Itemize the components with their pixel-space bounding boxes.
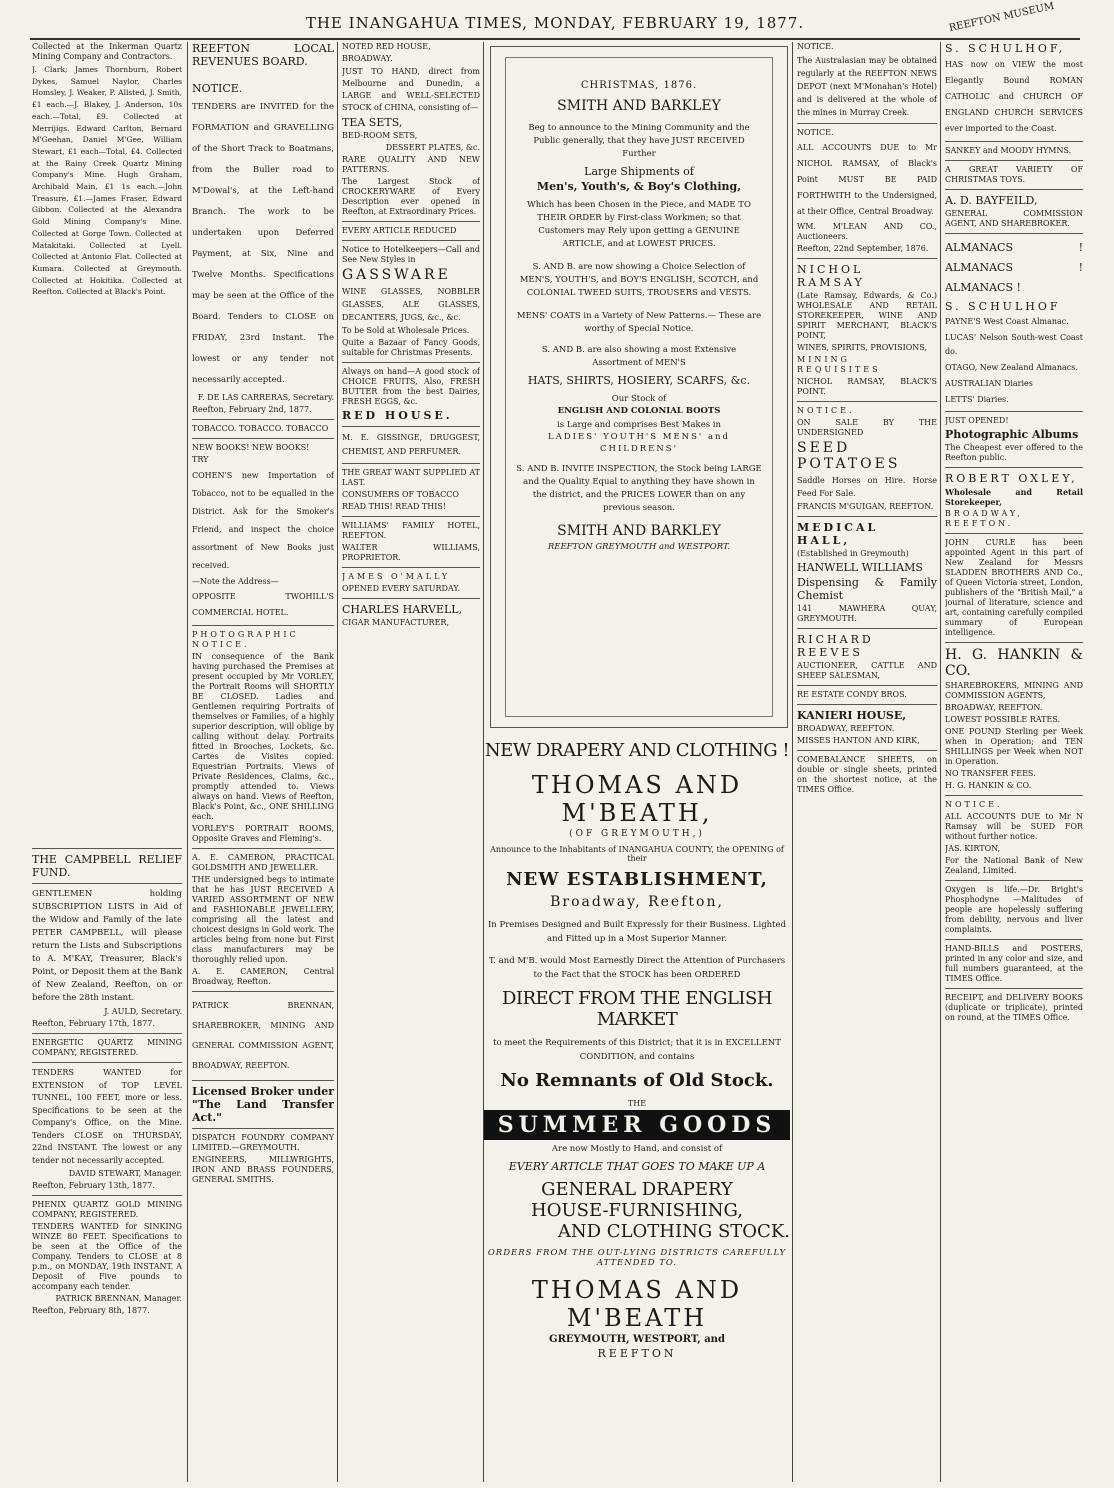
smith-barkley-towns: REEFTON GREYMOUTH and WESTPORT. [547,542,731,552]
house-furnishing: HOUSE-FURNISHING, [531,1200,743,1221]
australasian-notice: The Australasian may be obtained regularly at the REEFTON NEWS DEPOT (next M'Monahan's Hotel) and is delivered at the whole of the mines in Murray Creek. [797,56,937,117]
meet-requirements: to meet the Requirements of this District; that it is in EXCELLENT CONDITION, and contains [493,1038,781,1062]
no-transfer: NO TRANSFER FEES. [945,769,1036,778]
try-label: TRY [192,455,209,464]
tobacco-consumers: CONSUMERS OF TOBACCO [342,490,459,499]
hanwell-williams: HANWELL WILLIAMS [797,561,923,574]
handbills-notice: HAND-BILLS and POSTERS, printed in any color and size, and full numbers guaranteed, at the TIMES Office. [945,944,1083,983]
smith-body-3: S. AND B. are also showing a most Extensive Assortment of MEN'S [541,345,737,368]
church-services: HAS now on VIEW the most Elegantly Bound ROMAN CATHOLIC and CHURCH OF ENGLAND CHURCH SERVICES ever imported to the Coast. [945,60,1083,133]
rare-quality: RARE QUALITY AND NEW PATTERNS. [342,155,480,174]
every-article: EVERY ARTICLE THAT GOES TO MAKE UP A [508,1160,766,1173]
accounts-notice: ALL ACCOUNTS DUE to Mr NICHOL RAMSAY, of Black's Point MUST BE PAID FORTHWITH to the Undersigned, at their Office, Central Broadway. [797,143,937,216]
books-heading: NEW BOOKS! NEW BOOKS! [192,443,310,452]
harvell-heading: CHARLES HARVELL, [342,603,463,616]
notice-heading: NOTICE. [797,42,834,51]
cohen-text: COHEN'S new Importation of Tobacco, not to be equalled in the District. Ask for the Smoker's Friend, and inspect the choice assortment of New Books just received. [192,471,334,570]
crockery-text: The Largest Stock of CROCKERYWARE of Every Description ever opened in Reefton, at Extraordinary Prices. [342,177,480,216]
australian-diaries: AUSTRALIAN Diaries [945,379,1033,388]
column-rule [940,42,941,1482]
christmas-heading: CHRISTMAS, 1876. [580,80,698,91]
column-rule [187,42,188,1482]
phenix-text: TENDERS WANTED for SINKING WINZE 80 FEET. Specifications to be seen at the Office of the Company. Tenders to CLOSE at 8 p.m., on MONDAY, 19th INSTANT. A Deposit of Five pounds to accompany each tender. [32,1222,182,1291]
museum-stamp: REEFTON MUSEUM [947,0,1055,35]
smith-body-2: S. AND B. are now showing a Choice Selection of MEN'S, YOUTH'S, and BOY'S ENGLISH, SCOTCH, and COLONIAL TWEED SUITS, TROUSERS and VESTS. [519,262,759,298]
energetic-text: TENDERS WANTED for EXTENSION of TOP LEVEL TUNNEL, 100 FEET, more or less. Specifications to be seen at the Company's Office, on the Mine. Tenders CLOSE on THURSDAY, 22nd INSTANT. The lowest or any tender not necessarily accepted. [32,1068,182,1165]
ramsay-subheading: (Late Ramsay, Edwards, & Co.) WHOLESALE AND RETAIL STOREKEEPER, WINE AND SPIRIT MERCHANT, BLACK'S POINT, [797,291,937,340]
column-3 [342,42,480,1482]
schulhof-almanacs: S. SCHULHOF [945,300,1061,313]
sankey-moody: SANKEY and MOODY HYMNS. [945,146,1072,155]
notice-heading-2: NOTICE. [797,128,834,137]
notice-heading-4: NOTICE. [945,800,1003,809]
comebalance-notice: COMEBALANCE SHEETS, on double or single sheets, printed on the shortest notice, at the TIMES Office. [797,755,937,794]
kirton-subheading: For the National Bank of New Zealand, Limited. [945,856,1083,875]
photo-text: IN consequence of the Bank having purchased the Premises at present occupied by Mr VORLEY, the Portrait Rooms will SHORTLY BE CLOSED. Ladies and Gentlemen requiring Portraits of themselves or Families, of a highly superior description, will oblige by calling without delay. Portraits fitted in Brooches, Lockets, &c. Cartes de Visites copied. Equestrian Portraits. Views of Private Residences, Claims, &c., promptly attended to. Views always on hand. Views of Reefton, Black's Point, &c., ONE SHILLING each. [192,652,334,821]
places-line: GREYMOUTH, WESTPORT, and [549,1334,725,1345]
energetic-date: Reefton, February 13th, 1877. [32,1181,155,1190]
announce-text: Announce to the Inhabitants of INANGAHUA COUNTY, the OPENING of their [490,845,784,863]
williams-signature: WALTER WILLIAMS, PROPRIETOR. [342,543,480,562]
hankin-heading: H. G. HANKIN & CO. [945,647,1083,679]
williams-heading: WILLIAMS' FAMILY HOTEL, REEFTON. [342,521,480,540]
bayfeild-heading: A. D. BAYFEILD, [945,194,1038,207]
reeves-heading: RICHARD REEVES [797,633,874,659]
column-1 [32,42,182,1482]
drapery-heading: NEW DRAPERY AND CLOTHING ! [484,740,790,761]
column-2 [192,42,334,1482]
smith-barkley-frame [505,57,773,717]
boots-line: LADIES' YOUTH'S MENS' and CHILDRENS' [548,432,730,454]
greymouth-subtitle: (OF GREYMOUTH,) [569,829,705,839]
cameron-signature: A. E. CAMERON, Central Broadway, Reefton. [192,967,334,986]
column-rule [337,42,338,1482]
redhouse-broadway: BROADWAY. [342,54,393,63]
reefton-line: REEFTON [597,1347,677,1360]
energetic-heading: ENERGETIC QUARTZ MINING COMPANY, REGISTERED. [32,1038,182,1057]
hankin-place: BROADWAY, REEFTON. [945,703,1043,712]
invite-text: S. AND B. INVITE INSPECTION, the Stock being LARGE and the Quality Equal to anything they have shown in the district, and the PRICES LOWER than on any previous season. [516,464,762,513]
read-this: READ THIS! READ THIS! [342,502,447,511]
albums-cheapest: The Cheapest ever offered to the Reefton public. [945,443,1083,462]
medical-subheading: (Established in Greymouth) [797,549,909,558]
letts-diaries: LETTS' Diaries. [945,395,1009,404]
lucas-almanac: LUCAS' Nelson South-west Coast do. [945,333,1083,356]
provisions-text: Always on hand—A good stock of CHOICE FRUITS, Also, FRESH BUTTER from the best Dairies, FRESH EGGS, &c. [342,367,480,406]
ramsay-heading: NICHOL RAMSAY [797,263,865,289]
opened-saturday: OPENED EVERY SATURDAY. [342,584,461,593]
broadway-reefton: Broadway, Reefton, [550,894,724,910]
bedroom-sets: BED-ROOM SETS, [342,131,418,140]
photo-heading: PHOTOGRAPHIC NOTICE. [192,630,299,649]
mens-coats: MENS' COATS in a Variety of New Patterns.— These are worthy of Special Notice. [516,311,762,334]
medical-hall: MEDICAL HALL, [797,521,879,547]
christmas-toys: A GREAT VARIETY OF CHRISTMAS TOYS. [945,165,1083,184]
notice-heading-3: NOTICE. [797,406,855,415]
masthead [30,0,1080,40]
engineers-text: ENGINEERS, MILLWRIGHTS, IRON AND BRASS FOUNDERS, GENERAL SMITHS. [192,1155,334,1184]
brennan-ad: PATRICK BRENNAN, SHAREBROKER, MINING AND GENERAL COMMISSION AGENT, BROADWAY, REEFTON. [192,1001,334,1070]
lowest-rates: LOWEST POSSIBLE RATES. [945,715,1061,724]
hotelkeepers-notice: Notice to Hotelkeepers—Call and See New Styles in [342,245,480,264]
board-date: Reefton, February 2nd, 1877. [192,405,312,414]
otago-almanac: OTAGO, New Zealand Almanacs. [945,363,1078,372]
smith-barkley-title: SMITH AND BARKLEY [557,98,721,114]
subscriptions-list: J. Clark; James Thornburn, Robert Dykes, Samuel Naylor, Charles Homsley, J. Weaker, P. Allsted, J. Smith, £1 each.—J. Blakey, J. Anderson, 10s each.—Total, £9. Collected at Merrijigs. Edward Carlton, Bernard M'Geehan, Daniel M'Gee, William Stewart, £1 each—Total, £4. Collected at the Rainy Creek Quartz Mining Company's Mine. Hugh Graham, Archibald Main, £1 1s each.—John Treasure, £1.—James Fraser, Edward Gibbon. Collected at the Alexandra Gold Mining Company's Mine. Collected at Gorge Town. Collected at Matakitaki. Collected at Lyell. Collected at Antonio Flat. Collected at Kumara. Collected at Greymouth. Collected at Hokitika. Collected at Reefton. Collected at Black's Point. [32,65,182,297]
thomas-mbeath-signature: THOMAS AND M'BEATH [531,1276,743,1332]
subscriptions-heading: Collected at the Inkerman Quartz Mining Company and Contractors. [32,42,182,61]
hanton-kirk: MISSES HANTON AND KIRK, [797,736,920,745]
kanieri-house: KANIERI HOUSE, [797,709,907,722]
glass-lines: WINE GLASSES, NOBBLER GLASSES, ALE GLASSES, DECANTERS, JUGS, &c., &c. [342,287,480,322]
no-remnants: No Remnants of Old Stock. [500,1070,774,1091]
bayfeild-subheading: GENERAL COMMISSION AGENT, AND SHAREBROKER. [945,209,1083,228]
phenix-date: Reefton, February 8th, 1877. [32,1306,150,1315]
dispatch-heading: DISPATCH FOUNDRY COMPANY LIMITED.—GREYMOUTH. [192,1133,334,1152]
accounts-sued: ALL ACCOUNTS DUE to Mr N Ramsay will be SUED FOR without further notice. [945,812,1083,841]
oxley-place: BROADWAY, REEFTON. [945,509,1023,528]
board-notice-heading: NOTICE. [192,82,243,95]
mclean-signature: WM. M'LEAN AND CO., Auctioneers. [797,222,937,241]
cameron-text: THE undersigned begs to intimate that he has JUST RECEIVED A VARIED ASSORTMENT OF NEW and FASHIONABLE JEWELLERY, comprising all the latest and choicest designs in Gold work. The articles being from none but First class manufacturers may be thoroughly relied upon. [192,875,334,964]
redhouse-text: JUST TO HAND, direct from Melbourne and Dunedin, a LARGE and WELL-SELECTED STOCK of CHINA, consisting of— [342,67,480,112]
fancy-goods: Quite a Bazaar of Fancy Goods, suitable for Christmas Presents. [342,338,480,357]
campbell-date: Reefton, February 17th, 1877. [32,1019,155,1028]
our-stock: Our Stock of [611,394,667,404]
tobacco-heading: TOBACCO. TOBACCO. TOBACCO [192,424,329,433]
phenix-heading: PHENIX QUARTZ GOLD MINING COMPANY, REGISTERED. [32,1200,182,1219]
dessert-plates: DESSERT PLATES, &c. [385,143,480,152]
board-signature: F. DE LAS CARRERAS, Secretary. [197,393,334,402]
wholesale-prices: To be Sold at Wholesale Prices. [342,326,470,335]
smith-barkley-signature: SMITH AND BARKLEY [557,523,721,539]
almanacs-heading: ALMANACS ! ALMANACS ! ALMANACS ! [945,241,1083,294]
thomas-mbeath-title: THOMAS AND M'BEATH, [531,771,743,827]
licensed-broker: Licensed Broker under "The Land Transfer Act." [192,1085,334,1124]
the-label: THE [627,1099,647,1108]
cigar-heading: CIGAR MANUFACTURER, [342,618,449,627]
new-establishment: NEW ESTABLISHMENT, [506,869,768,890]
kirton-signature: JAS. KIRTON, [945,844,1001,853]
cameron-heading: A. E. CAMERON, PRACTICAL GOLDSMITH AND JEWELLER. [192,853,334,872]
great-want: THE GREAT WANT SUPPLIED AT LAST. [342,468,480,487]
phenix-signature: PATRICK BRENNAN, Manager. [55,1294,182,1303]
column-7 [945,42,1083,1482]
kanieri-subheading: BROADWAY, REEFTON. [797,724,895,733]
oxley-subheading: Wholesale and Retail Storekeeper, [945,487,1083,507]
column-6 [797,42,937,1482]
clothing-stock: AND CLOTHING STOCK. [557,1221,790,1242]
mclean-date: Reefton, 22nd September, 1876. [797,244,929,253]
oxygen-notice: Oxygen is life.—Dr. Bright's Phosphodyne —Malitudes of people are hopelessly suffering from debility, nervous and liver complaints. [945,885,1083,934]
requisites-line: MINING REQUISITES [797,355,881,374]
boots-text: is Large and comprises Best Makes in [557,420,721,430]
summer-goods-banner: SUMMER GOODS [484,1110,790,1140]
payne-almanac: PAYNE'S West Coast Almanac. [945,317,1069,326]
thomas-mbeath-ad [484,740,790,1480]
saddle-horses: Saddle Horses on Hire. Horse Feed For Sale. [797,476,937,498]
arriving-text: Are now Mostly to Hand, and consist of [551,1144,723,1154]
boots-heading: ENGLISH AND COLONIAL BOOTS [557,406,721,416]
direct-english-market: DIRECT FROM THE ENGLISH MARKET [501,988,773,1030]
campbell-heading: THE CAMPBELL RELIEF FUND. [32,853,182,879]
just-opened: JUST OPENED! [945,416,1009,425]
every-article-reduced: EVERY ARTICLE REDUCED [342,226,457,235]
mcguigan-signature: FRANCIS M'GUIGAN, REEFTON. [797,502,934,511]
chemist-line: Dispensing & Family Chemist [797,576,937,602]
omally-heading: JAMES O'MALLY [342,572,451,581]
hankin-signature: H. G. HANKIN & CO. [945,781,1032,790]
receipt-notice: RECEIPT, and DELIVERY BOOKS (duplicate or triplicate), printed on round, at the TIMES Office. [945,993,1083,1022]
curle-notice: JOHN CURLE has been appointed Agent in this part of New Zealand for Messrs SLADDEN BROTHERS AND Co., of Queen Victoria street, London, publishers of the "British Mail," a journal of literature, science and art, containing carefully compiled summary of European intelligence. [945,538,1083,637]
large-shipments: Large Shipments of [584,165,694,178]
reeves-subheading: AUCTIONEER, CATTLE AND SHEEP SALESMAN, [797,661,937,680]
redhouse-name: RED HOUSE. [342,409,453,422]
pound-per-week: ONE POUND Sterling per Week when in Operation; and TEN SHILLINGS per Week when NOT in Operation. [945,727,1083,766]
estate-heading: RE ESTATE CONDY BROS. [797,690,907,699]
masthead-title: THE INANGAHUA TIMES, MONDAY, FEBRUARY 19, 1877. [305,14,805,32]
oxley-heading: ROBERT OXLEY, [945,472,1078,485]
seed-heading: ON SALE BY THE UNDERSIGNED [797,418,937,437]
smith-body-1: Which has been Chosen in the Piece, and MADE TO THEIR ORDER by First-class Workmen; so that Customers may Rely upon getting a GENUINE ARTICLE, and at LOWEST PRICES. [527,200,751,249]
hankin-subheading: SHAREBROKERS, MINING AND COMMISSION AGENTS, [945,681,1083,700]
address-note: —Note the Address— [192,577,279,586]
energetic-signature: DAVID STEWART, Manager. [68,1169,182,1178]
campbell-text: GENTLEMEN holding SUBSCRIPTION LISTS in Aid of the Widow and Family of the late PETER CAMPBELL, will please return the Lists and Subscriptions to A. M'KAY, Treasurer, Black's Point, or Deposit them at the Bank of New Zealand, Reefton, on or before the 28th instant. [32,889,182,1003]
orders-text: ORDERS FROM THE OUT-LYING DISTRICTS CAREFULLY ATTENDED TO. [487,1248,787,1268]
address-line: OPPOSITE TWOHILL'S COMMERCIAL HOTEL. [192,592,334,617]
smith-barkley-ad [490,46,788,728]
smith-intro: Beg to announce to the Mining Community and the Public generally, that they have JUST RECEIVED Further [528,123,750,159]
mawhera-quay: 141 MAWHERA QUAY, GREYMOUTH. [797,604,937,623]
direct-attention: T. and M'B. would Most Earnestly Direct the Attention of Purchasers to the Fact that the STOCK has been ORDERED [488,956,786,980]
seed-potatoes: SEED POTATOES [797,440,901,472]
gissinge-ad: M. E. GISSINGE, DRUGGEST, CHEMIST, AND PERFUMER. [342,433,480,456]
board-heading: REEFTON LOCAL REVENUES BOARD. [192,42,334,68]
premises-text: In Premises Designed and Built Expressly for their Business. Lighted and Fitted up in a Most Superior Manner. [487,920,787,944]
glassware-heading: GASSWARE [342,267,451,283]
general-drapery: GENERAL DRAPERY [541,1179,733,1200]
redhouse-heading: NOTED RED HOUSE, [342,42,431,51]
column-rule [792,42,793,1482]
tea-sets: TEA SETS, [342,116,403,129]
vorley-rooms: VORLEY'S PORTRAIT ROOMS, Opposite Graves and Fleming's. [192,824,334,843]
board-text: TENDERS are INVITED for the FORMATION and GRAVELLING of the Short Track to Boatmans, from the Buller road to M'Dowal's, at the Left-hand Branch. The work to be undertaken upon Deferred Payment, at Six, Nine and Twelve Months. Specifications may be seen at the Office of the Board. Tenders to CLOSE on FRIDAY, 23rd Instant. The lowest or any tender not necessarily accepted. [192,102,334,385]
wines-line: WINES, SPIRITS, PROVISIONS, [797,343,928,352]
schulhof-heading: S. SCHULHOF, [945,42,1066,55]
ramsay-signature: NICHOL RAMSAY, BLACK'S POINT. [797,377,937,396]
hats-line: HATS, SHIRTS, HOSIERY, SCARFS, &c. [527,374,751,387]
campbell-signature: J. AULD, Secretary. [104,1007,182,1016]
photo-albums: Photographic Albums [945,428,1079,441]
clothing-heading: Men's, Youth's, & Boy's Clothing, [536,180,742,193]
